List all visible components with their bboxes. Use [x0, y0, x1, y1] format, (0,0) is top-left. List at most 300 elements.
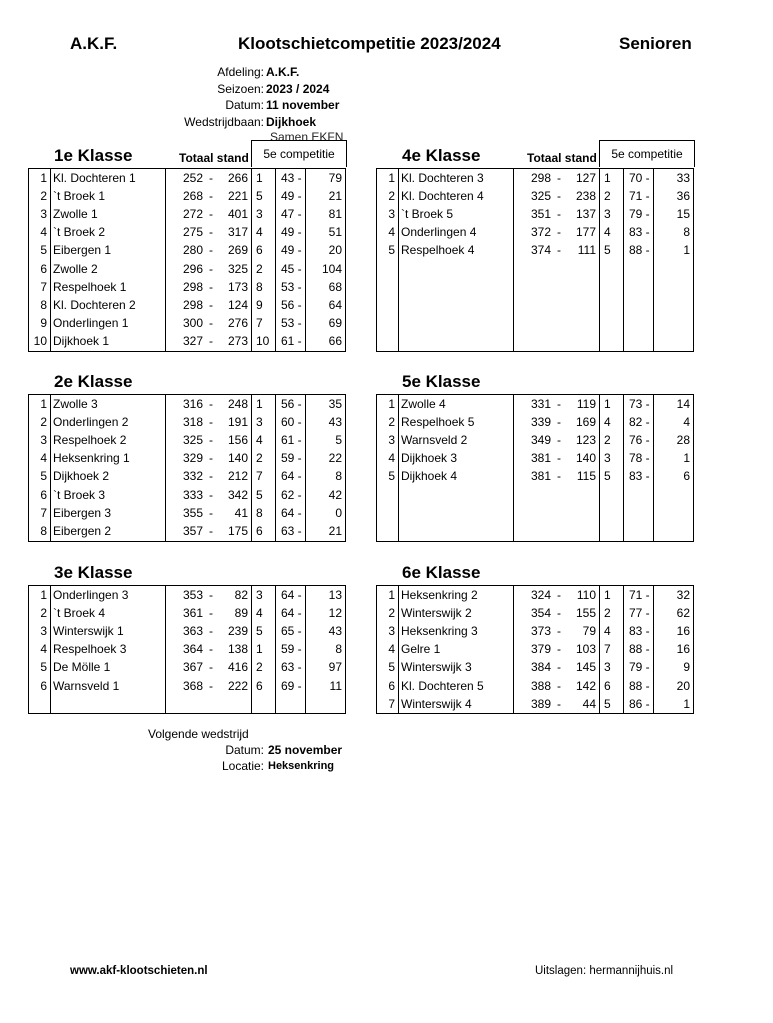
- competition-score: 83 -: [629, 623, 650, 638]
- position: 4: [40, 225, 47, 240]
- competition-difference: 5: [335, 432, 342, 447]
- competition-score: 53 -: [281, 279, 302, 294]
- total-difference: 124: [227, 297, 248, 312]
- competition-rank: 8: [256, 505, 263, 520]
- team-name: Eibergen 1: [53, 243, 112, 258]
- score-separator: -: [209, 432, 213, 447]
- total-difference: 145: [575, 660, 596, 675]
- competition-difference: 33: [676, 170, 690, 185]
- position: 5: [40, 469, 47, 484]
- competition-rank: 5: [256, 188, 263, 203]
- team-name: Zwolle 4: [401, 396, 446, 411]
- position: 6: [40, 261, 47, 276]
- 5e-klasse-table: [376, 395, 693, 486]
- competition-rank: 8: [256, 279, 263, 294]
- match-info: [160, 64, 339, 130]
- competition-rank: 2: [604, 188, 611, 203]
- 1e-klasse-competitie-header: 5e competitie: [251, 140, 347, 167]
- table-row: [376, 641, 693, 659]
- datum-label: Datum:: [225, 98, 264, 112]
- table-row: [28, 604, 345, 622]
- total-difference: 238: [575, 188, 596, 203]
- competition-difference: 1: [683, 696, 690, 711]
- score-separator: -: [209, 623, 213, 638]
- competition-score: 79 -: [629, 660, 650, 675]
- competition-score: 53 -: [281, 316, 302, 331]
- table-row: [28, 677, 345, 695]
- category-title: Senioren: [619, 34, 692, 53]
- position: 4: [40, 451, 47, 466]
- competition-score: 61 -: [281, 334, 302, 349]
- competition-difference: 8: [335, 469, 342, 484]
- competition-difference: 1: [683, 451, 690, 466]
- competition-score: 71 -: [629, 188, 650, 203]
- total-score: 331: [530, 396, 551, 411]
- table-row: [28, 450, 345, 468]
- competition-rank: 6: [256, 523, 263, 538]
- total-score: 280: [182, 243, 203, 258]
- competition-difference: 35: [328, 396, 342, 411]
- table-row: [28, 468, 345, 486]
- score-separator: -: [557, 225, 561, 240]
- score-separator: -: [209, 678, 213, 693]
- table-row: [376, 242, 693, 260]
- team-name: Winterswijk 4: [401, 696, 472, 711]
- total-score: 327: [182, 334, 203, 349]
- score-separator: -: [209, 170, 213, 185]
- team-name: Dijkhoek 4: [401, 469, 458, 484]
- table-row: [376, 450, 693, 468]
- position: 5: [388, 660, 395, 675]
- total-score: 324: [530, 587, 551, 602]
- total-difference: 156: [227, 432, 248, 447]
- total-difference: 177: [575, 225, 596, 240]
- total-difference: 140: [575, 451, 596, 466]
- competition-score: 49 -: [281, 243, 302, 258]
- table-row: [28, 187, 345, 205]
- total-difference: 222: [227, 678, 248, 693]
- results-credit: Uitslagen: hermannijhuis.nl: [535, 965, 674, 977]
- competition-rank: 4: [256, 225, 263, 240]
- team-name: Eibergen 3: [53, 505, 112, 520]
- competition-rank: 5: [256, 623, 263, 638]
- competition-score: 88 -: [629, 243, 650, 258]
- team-name: Kl. Dochteren 1: [53, 170, 136, 185]
- competition-score: 45 -: [281, 261, 302, 276]
- position: 3: [40, 206, 47, 221]
- team-name: `t Broek 1: [53, 188, 106, 203]
- seizoen-value: 2023 / 2024: [266, 81, 330, 96]
- competition-rank: 7: [604, 642, 611, 657]
- competition-rank: 4: [256, 605, 263, 620]
- table-row: [28, 504, 345, 522]
- table-row: [28, 641, 345, 659]
- seizoen-label: Seizoen:: [217, 81, 264, 96]
- 4e-klasse-totaal-header: Totaal stand: [527, 151, 597, 165]
- competition-score: 78 -: [629, 451, 650, 466]
- total-score: 325: [182, 432, 203, 447]
- position: 2: [40, 188, 47, 203]
- competition-score: 47 -: [281, 206, 302, 221]
- total-difference: 401: [227, 206, 248, 221]
- total-score: 372: [530, 225, 551, 240]
- team-name: Zwolle 3: [53, 396, 98, 411]
- competition-difference: 22: [328, 451, 342, 466]
- total-score: 373: [530, 623, 551, 638]
- table-row: [28, 296, 345, 314]
- score-separator: -: [557, 414, 561, 429]
- total-score: 268: [182, 188, 203, 203]
- table-row: [28, 522, 345, 540]
- table-row: [376, 205, 693, 223]
- total-difference: 41: [234, 505, 248, 520]
- position: 9: [40, 316, 47, 331]
- total-difference: 140: [227, 451, 248, 466]
- team-name: Kl. Dochteren 4: [401, 188, 484, 203]
- competition-score: 82 -: [629, 414, 650, 429]
- total-score: 363: [182, 623, 203, 638]
- competition-difference: 68: [328, 279, 342, 294]
- total-difference: 169: [575, 414, 596, 429]
- team-name: Zwolle 2: [53, 261, 98, 276]
- competition-score: 86 -: [629, 696, 650, 711]
- total-difference: 175: [227, 523, 248, 538]
- competition-score: 56 -: [281, 396, 302, 411]
- total-score: 296: [182, 261, 203, 276]
- table-row: [376, 395, 693, 413]
- position: 6: [40, 678, 47, 693]
- competition-difference: 8: [335, 642, 342, 657]
- team-name: Gelre 1: [401, 642, 441, 657]
- score-separator: -: [209, 642, 213, 657]
- team-name: `t Broek 4: [53, 605, 106, 620]
- competition-rank: 7: [256, 469, 263, 484]
- total-score: 384: [530, 660, 551, 675]
- position: 1: [388, 170, 395, 185]
- table-row: [28, 431, 345, 449]
- score-separator: -: [557, 587, 561, 602]
- total-score: 275: [182, 225, 203, 240]
- competition-score: 49 -: [281, 188, 302, 203]
- score-separator: -: [557, 469, 561, 484]
- competition-rank: 1: [604, 587, 611, 602]
- total-difference: 325: [227, 261, 248, 276]
- total-difference: 89: [234, 605, 248, 620]
- afdeling-value: A.K.F.: [266, 65, 300, 79]
- competition-difference: 21: [328, 188, 342, 203]
- team-name: Respelhoek 1: [53, 279, 127, 294]
- page-title: Klootschietcompetitie 2023/2024: [238, 34, 501, 53]
- competition-difference: 32: [676, 587, 690, 602]
- competition-score: 83 -: [629, 469, 650, 484]
- score-separator: -: [209, 469, 213, 484]
- next-datum-label: Datum:: [225, 743, 264, 757]
- total-score: 374: [530, 243, 551, 258]
- total-difference: 173: [227, 279, 248, 294]
- competition-score: 73 -: [629, 396, 650, 411]
- position: 1: [40, 396, 47, 411]
- 2e-klasse-table: [28, 395, 345, 541]
- total-difference: 342: [227, 487, 248, 502]
- competition-rank: 5: [604, 696, 611, 711]
- competition-difference: 64: [328, 297, 342, 312]
- score-separator: -: [209, 225, 213, 240]
- competition-rank: 4: [604, 414, 611, 429]
- total-score: 379: [530, 642, 551, 657]
- competition-score: 59 -: [281, 451, 302, 466]
- table-row: [28, 622, 345, 640]
- team-name: Onderlingen 3: [53, 587, 129, 602]
- competition-rank: 10: [256, 334, 270, 349]
- position: 1: [388, 587, 395, 602]
- position: 6: [40, 487, 47, 502]
- competition-rank: 5: [604, 243, 611, 258]
- team-name: Dijkhoek 3: [401, 451, 458, 466]
- position: 4: [388, 642, 395, 657]
- total-score: 298: [182, 279, 203, 294]
- team-name: Dijkhoek 1: [53, 334, 110, 349]
- 1e-klasse-table: [28, 169, 345, 351]
- table-row: [28, 395, 345, 413]
- competition-score: 79 -: [629, 206, 650, 221]
- score-separator: -: [209, 451, 213, 466]
- position: 4: [388, 225, 395, 240]
- total-difference: 123: [575, 432, 596, 447]
- position: 7: [40, 279, 47, 294]
- total-difference: 276: [227, 316, 248, 331]
- team-name: Onderlingen 4: [401, 225, 477, 240]
- competition-score: 65 -: [281, 623, 302, 638]
- competition-difference: 16: [676, 642, 690, 657]
- position: 5: [388, 469, 395, 484]
- table-row: [28, 486, 345, 504]
- team-name: De Mölle 1: [53, 660, 111, 675]
- competition-score: 83 -: [629, 225, 650, 240]
- total-difference: 266: [227, 170, 248, 185]
- score-separator: -: [209, 297, 213, 312]
- website-link[interactable]: www.akf-klootschieten.nl: [70, 965, 208, 977]
- table-row: [376, 431, 693, 449]
- afdeling-label: Afdeling:: [217, 65, 264, 79]
- score-separator: -: [209, 414, 213, 429]
- total-score: 367: [182, 660, 203, 675]
- total-difference: 138: [227, 642, 248, 657]
- team-name: Heksenkring 3: [401, 623, 478, 638]
- next-match-title: Volgende wedstrijd: [148, 727, 249, 741]
- team-name: Respelhoek 3: [53, 642, 127, 657]
- competition-score: 61 -: [281, 432, 302, 447]
- competition-rank: 3: [604, 206, 611, 221]
- team-name: Kl. Dochteren 2: [53, 297, 136, 312]
- total-score: 298: [530, 170, 551, 185]
- competition-rank: 2: [256, 451, 263, 466]
- total-difference: 191: [227, 414, 248, 429]
- position: 3: [388, 432, 395, 447]
- position: 10: [33, 334, 47, 349]
- competition-rank: 3: [604, 451, 611, 466]
- 4e-klasse-table: [376, 169, 693, 260]
- total-score: 381: [530, 451, 551, 466]
- competition-rank: 1: [256, 642, 263, 657]
- competition-rank: 3: [256, 587, 263, 602]
- competition-score: 70 -: [629, 170, 650, 185]
- table-row: [28, 224, 345, 242]
- datum-value: 11 november: [266, 98, 340, 112]
- competition-score: 88 -: [629, 678, 650, 693]
- team-name: Winterswijk 2: [401, 605, 472, 620]
- competition-score: 63 -: [281, 523, 302, 538]
- total-difference: 239: [227, 623, 248, 638]
- competition-rank: 3: [256, 206, 263, 221]
- competition-difference: 97: [328, 660, 342, 675]
- competition-rank: 2: [604, 432, 611, 447]
- team-name: Respelhoek 4: [401, 243, 475, 258]
- table-row: [28, 586, 345, 604]
- team-name: Kl. Dochteren 3: [401, 170, 484, 185]
- position: 2: [388, 605, 395, 620]
- team-name: `t Broek 5: [401, 206, 454, 221]
- score-separator: -: [557, 451, 561, 466]
- competition-difference: 62: [676, 605, 690, 620]
- total-difference: 110: [576, 587, 596, 602]
- samen-note: Samen EKFN: [270, 130, 344, 144]
- total-score: 355: [182, 505, 203, 520]
- position: 2: [40, 414, 47, 429]
- 1e-klasse-title: 1e Klasse: [54, 146, 133, 165]
- competition-difference: 20: [328, 243, 342, 258]
- 6e-klasse-title: 6e Klasse: [402, 563, 481, 582]
- score-separator: -: [209, 587, 213, 602]
- score-separator: -: [209, 660, 213, 675]
- competition-difference: 0: [335, 505, 342, 520]
- total-difference: 137: [575, 206, 596, 221]
- total-difference: 79: [582, 623, 596, 638]
- team-name: Heksenkring 2: [401, 587, 478, 602]
- competition-score: 59 -: [281, 642, 302, 657]
- total-difference: 82: [234, 587, 248, 602]
- score-separator: -: [557, 170, 561, 185]
- position: 7: [40, 505, 47, 520]
- competition-difference: 43: [328, 414, 342, 429]
- team-name: Zwolle 1: [53, 206, 98, 221]
- table-row: [376, 468, 693, 486]
- competition-rank: 2: [256, 261, 263, 276]
- table-row: [28, 333, 345, 351]
- position: 8: [40, 297, 47, 312]
- competition-difference: 14: [676, 396, 690, 411]
- competition-rank: 3: [256, 414, 263, 429]
- total-score: 349: [530, 432, 551, 447]
- total-score: 351: [530, 206, 551, 221]
- competition-difference: 36: [676, 188, 690, 203]
- competition-rank: 1: [604, 170, 611, 185]
- team-name: Winterswijk 1: [53, 623, 124, 638]
- competition-rank: 5: [256, 487, 263, 502]
- score-separator: -: [557, 432, 561, 447]
- competition-rank: 1: [256, 170, 263, 185]
- total-score: 361: [182, 605, 203, 620]
- score-separator: -: [209, 243, 213, 258]
- competition-score: 60 -: [281, 414, 302, 429]
- team-name: Dijkhoek 2: [53, 469, 110, 484]
- org-title: A.K.F.: [70, 34, 118, 53]
- 6e-klasse-table: [376, 586, 693, 713]
- score-separator: -: [557, 605, 561, 620]
- competition-difference: 20: [676, 678, 690, 693]
- competition-difference: 12: [328, 605, 342, 620]
- score-separator: -: [557, 188, 561, 203]
- score-separator: -: [209, 188, 213, 203]
- 1e-klasse-totaal-header: Totaal stand: [179, 151, 249, 165]
- competition-difference: 15: [676, 206, 690, 221]
- total-score: 354: [530, 605, 551, 620]
- team-name: Kl. Dochteren 5: [401, 678, 484, 693]
- competition-score: 64 -: [281, 605, 302, 620]
- table-row: [28, 315, 345, 333]
- score-separator: -: [209, 316, 213, 331]
- competition-rank: 1: [256, 396, 263, 411]
- total-difference: 248: [227, 396, 248, 411]
- next-datum-value: 25 november: [268, 743, 343, 757]
- competition-score: 64 -: [281, 505, 302, 520]
- competition-difference: 28: [676, 432, 690, 447]
- total-difference: 115: [576, 469, 596, 484]
- total-score: 339: [530, 414, 551, 429]
- score-separator: -: [209, 261, 213, 276]
- score-separator: -: [209, 505, 213, 520]
- score-separator: -: [209, 605, 213, 620]
- position: 7: [388, 696, 395, 711]
- total-difference: 103: [575, 642, 596, 657]
- competition-difference: 4: [683, 414, 690, 429]
- total-difference: 317: [227, 225, 248, 240]
- table-row: [376, 169, 693, 187]
- score-separator: -: [557, 678, 561, 693]
- position: 3: [388, 623, 395, 638]
- position: 2: [388, 188, 395, 203]
- total-score: 357: [182, 523, 203, 538]
- score-separator: -: [209, 523, 213, 538]
- total-difference: 212: [227, 469, 248, 484]
- competition-score: 64 -: [281, 587, 302, 602]
- competition-rank: 6: [256, 678, 263, 693]
- position: 6: [388, 678, 395, 693]
- score-separator: -: [557, 642, 561, 657]
- competition-difference: 9: [683, 660, 690, 675]
- competition-difference: 81: [328, 206, 342, 221]
- table-row: [28, 278, 345, 296]
- competition-score: 56 -: [281, 297, 302, 312]
- competition-difference: 43: [328, 623, 342, 638]
- score-separator: -: [557, 623, 561, 638]
- competition-difference: 13: [328, 587, 342, 602]
- 3e-klasse-table: [28, 586, 345, 695]
- position: 3: [40, 623, 47, 638]
- total-score: 353: [182, 587, 203, 602]
- total-score: 388: [530, 678, 551, 693]
- table-row: [28, 659, 345, 677]
- table-row: [376, 677, 693, 695]
- table-row: [376, 604, 693, 622]
- wedstrijdbaan-label: Wedstrijdbaan:: [184, 114, 264, 129]
- competition-rank: 3: [604, 660, 611, 675]
- 3e-klasse-title: 3e Klasse: [54, 563, 133, 582]
- competition-rank: 5: [604, 469, 611, 484]
- total-score: 381: [530, 469, 551, 484]
- total-score: 332: [182, 469, 203, 484]
- position: 1: [388, 396, 395, 411]
- position: 3: [388, 206, 395, 221]
